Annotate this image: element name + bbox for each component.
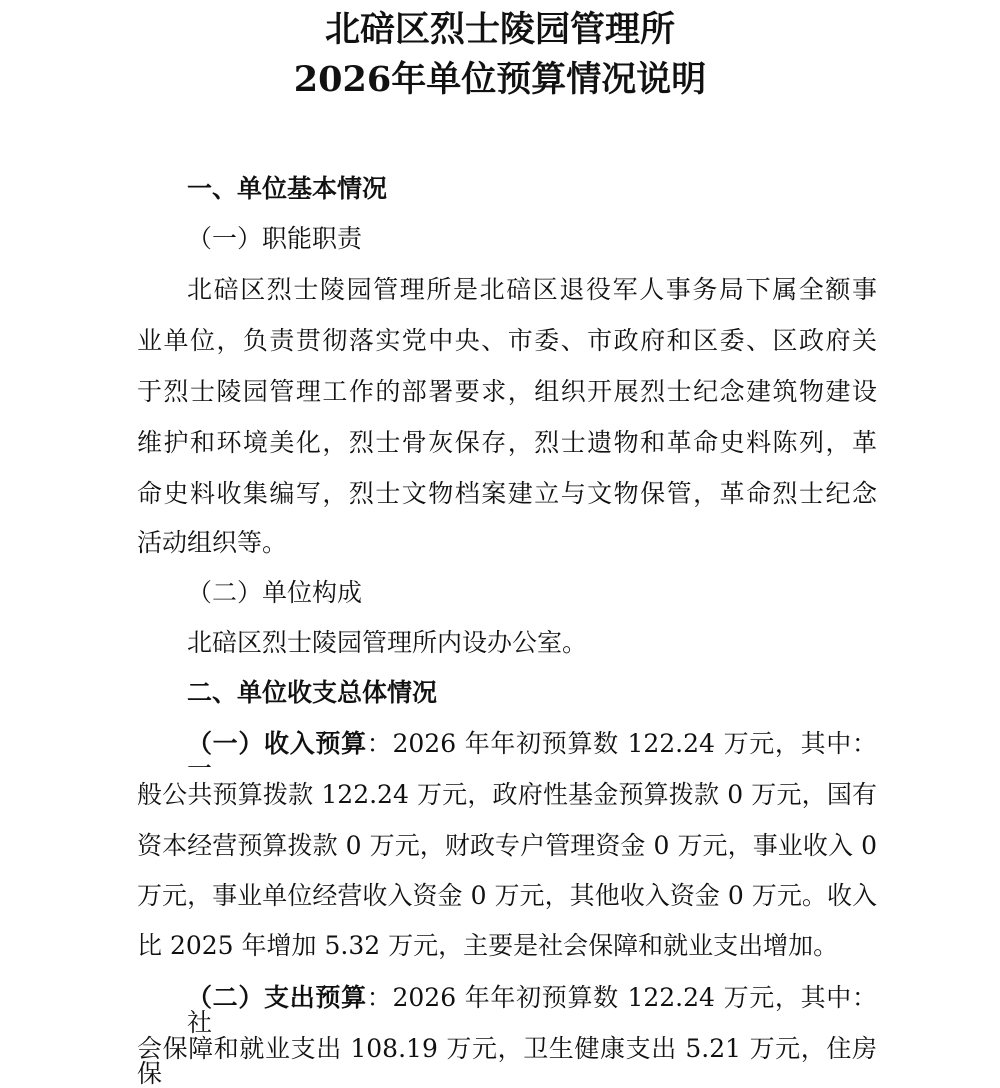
sub2-paragraph: 北碚区烈士陵园管理所内设办公室。: [187, 628, 588, 657]
income-label: （一）收入预算: [187, 729, 367, 758]
sub2-heading: （二）单位构成: [187, 578, 363, 607]
expense-first-line: [187, 985, 877, 1035]
expense-label: （二）支出预算: [187, 983, 367, 1012]
section2-heading: 二、单位收支总体情况: [187, 678, 438, 707]
paragraph-line: 命史料收集编写，烈士文物档案建立与文物保管，革命烈士纪念: [137, 479, 877, 508]
paragraph-line: 维护和环境美化，烈士骨灰保存，烈士遗物和革命史料陈列，革: [137, 428, 877, 457]
paragraph-line: 业单位，负责贯彻落实党中央、市委、市政府和区委、区政府关: [137, 326, 877, 355]
paragraph-line: 活动组织等。: [137, 528, 288, 557]
paragraph-line: 万元，事业单位经营收入资金 0 万元，其他收入资金 0 万元。收入: [137, 881, 877, 910]
paragraph-line: 般公共预算拨款 122.24 万元，政府性基金预算拨款 0 万元，国有: [137, 780, 877, 809]
paragraph-line: 资本经营预算拨款 0 万元，财政专户管理资金 0 万元，事业收入 0: [137, 831, 877, 860]
sub1-heading: （一）职能职责: [187, 224, 363, 253]
document-title-line1: 北碚区烈士陵园管理所: [324, 9, 675, 50]
expense-first-text: ：2026 年年初预算数 122.24 万元，其中：社: [187, 983, 877, 1037]
document-title-line2: 2026年单位预算情况说明: [293, 59, 707, 100]
paragraph-line: 比 2025 年增加 5.32 万元，主要是社会保障和就业支出增加。: [137, 931, 839, 960]
section1-heading: 一、单位基本情况: [187, 174, 388, 203]
paragraph-line: 于烈士陵园管理工作的部署要求，组织开展烈士纪念建筑物建设: [137, 377, 877, 406]
income-first-text: ：2026 年年初预算数 122.24 万元，其中：一: [187, 729, 877, 783]
income-first-line: [187, 731, 877, 781]
paragraph-line: 会保障和就业支出 108.19 万元，卫生健康支出 5.21 万元，住房保: [137, 1034, 877, 1088]
paragraph-line: 北碚区烈士陵园管理所是北碚区退役军人事务局下属全额事: [187, 275, 877, 304]
